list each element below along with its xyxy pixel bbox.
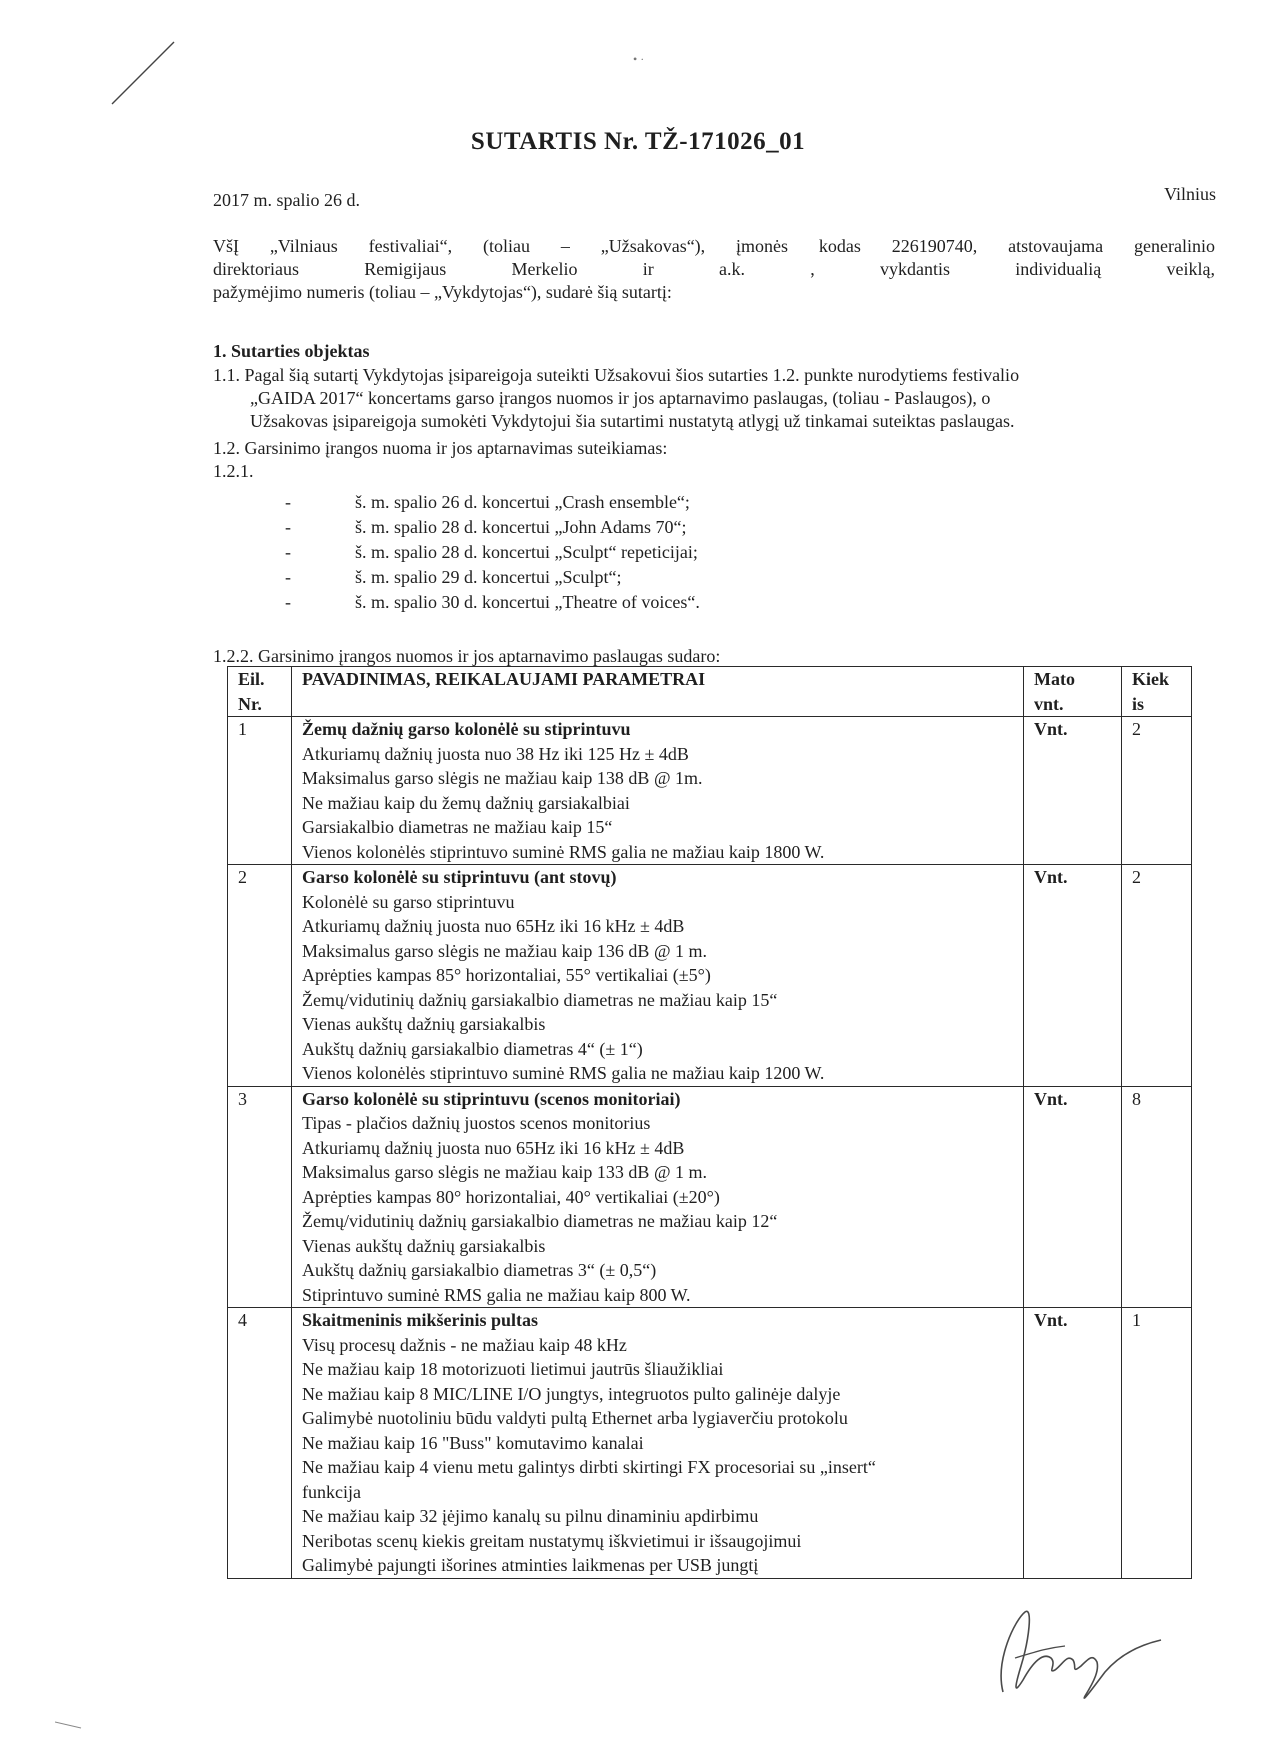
- row-qty: 8: [1122, 1086, 1192, 1308]
- spec-line: Stiprintuvo suminė RMS galia ne mažiau kaip 800 W.: [302, 1284, 691, 1305]
- intro-line: VšĮ „Vilniaus festivaliai“, (toliau – „Užsakovas“), įmonės kodas 226190740, atstovaujama generalinio: [213, 236, 1215, 256]
- section-heading: 1. Sutarties objektas: [213, 341, 370, 361]
- spec-line: Žemų/vidutinių dažnių garsiakalbio diametras ne mažiau kaip 15“: [302, 989, 778, 1010]
- clause-line: Užsakovas įsipareigoja sumokėti Vykdytojui šia sutartimi nustatytą atlygį už tinkamai suteiktas paslaugas.: [250, 411, 1015, 431]
- contract-title: SUTARTIS Nr. TŽ-171026_01: [470, 128, 806, 155]
- concert-text: š. m. spalio 28 d. koncertui „John Adams 70“;: [355, 517, 687, 537]
- spec-line: Ne mažiau kaip 18 motorizuoti lietimui jautrūs šliaužikliai: [302, 1359, 724, 1379]
- spec-line: Atkuriamų dažnių juosta nuo 65Hz iki 16 kHz ± 4dB: [302, 1137, 685, 1158]
- table-header-row: [228, 667, 1192, 717]
- dash-marker: -: [285, 542, 291, 562]
- spec-line: funkcija: [302, 1481, 361, 1502]
- row-unit: Vnt.: [1024, 1086, 1122, 1308]
- spec-line: Aukštų dažnių garsiakalbio diametras 3“ (± 0,5“): [302, 1260, 657, 1280]
- row-nr: 3: [228, 1086, 292, 1308]
- intro-line: pažymėjimo numeris (toliau – „Vykdytojas“), sudarė šią sutartį:: [213, 282, 672, 302]
- concert-text: š. m. spalio 29 d. koncertui „Sculpt“;: [355, 567, 622, 587]
- spec-line: Visų procesų dažnis - ne mažiau kaip 48 kHz: [302, 1334, 627, 1355]
- clause-1-1: [213, 364, 1218, 433]
- clause-1-2-2: 1.2.2. Garsinimo įrangos nuomos ir jos aptarnavimo paslaugas sudaro:: [213, 646, 721, 666]
- header-qty: Kiek is: [1122, 667, 1192, 717]
- pen-stroke-mark: [108, 38, 178, 108]
- contract-city: Vilnius: [1164, 184, 1216, 204]
- concert-text: š. m. spalio 30 d. koncertui „Theatre of voices“.: [355, 592, 700, 612]
- spec-line: Žemų/vidutinių dažnių garsiakalbio diametras ne mažiau kaip 12“: [302, 1211, 778, 1231]
- spec-line: Aukštų dažnių garsiakalbio diametras 4“ (± 1“): [302, 1038, 643, 1059]
- item-title: Skaitmeninis mikšerinis pultas: [302, 1310, 539, 1330]
- table-row: [228, 1308, 1192, 1579]
- spec-line: Kolonėlė su garso stiprintuvu: [302, 891, 515, 912]
- dash-marker: -: [285, 492, 291, 512]
- spec-line: Atkuriamų dažnių juosta nuo 65Hz iki 16 kHz ± 4dB: [302, 916, 685, 936]
- scan-speck: • ·: [633, 52, 645, 66]
- spec-line: Neribotas scenų kiekis greitam nustatymų iškvietimui ir išsaugojimui: [302, 1530, 802, 1551]
- spec-line: Vienos kolonėlės stiprintuvo suminė RMS galia ne mažiau kaip 1200 W.: [302, 1063, 825, 1083]
- item-title: Garso kolonėlė su stiprintuvu (scenos monitoriai): [302, 1088, 681, 1109]
- spec-line: Vienos kolonėlės stiprintuvo suminė RMS galia ne mažiau kaip 1800 W.: [302, 841, 825, 862]
- spec-line: Ne mažiau kaip du žemų dažnių garsiakalbiai: [302, 792, 630, 813]
- intro-line: direktoriaus Remigijaus Merkelio ir a.k. , vykdantis individualią veiklą,: [213, 259, 1215, 279]
- spec-line: Ne mažiau kaip 4 vienu metu galintys dirbti skirtingi FX procesoriai su „insert“: [302, 1457, 876, 1477]
- list-item: [285, 515, 700, 540]
- item-title: Garso kolonėlė su stiprintuvu (ant stovų): [302, 867, 617, 887]
- row-nr: 4: [228, 1308, 292, 1579]
- row-qty: 2: [1122, 865, 1192, 1087]
- table-row: [228, 717, 1192, 865]
- dash-marker: -: [285, 517, 291, 537]
- list-item: [285, 565, 700, 590]
- clause-line: 1.1. Pagal šią sutartį Vykdytojas įsipareigoja suteikti Užsakovui šios sutarties 1.2. punkte nurodytiems festivalio: [213, 365, 1020, 385]
- row-qty: 1: [1122, 1308, 1192, 1579]
- spec-line: Aprėpties kampas 80° horizontaliai, 40° vertikaliai (±20°): [302, 1186, 720, 1207]
- list-item: [285, 490, 700, 515]
- row-unit: Vnt.: [1024, 717, 1122, 865]
- header-nr: Eil. Nr.: [228, 667, 292, 717]
- row-description: [292, 717, 1024, 865]
- row-description: [292, 1086, 1024, 1308]
- row-nr: 1: [228, 717, 292, 865]
- header-name: PAVADINIMAS, REIKALAUJAMI PARAMETRAI: [292, 667, 1024, 717]
- spec-line: Maksimalus garso slėgis ne mažiau kaip 133 dB @ 1 m.: [302, 1162, 708, 1182]
- spec-line: Tipas - plačios dažnių juostos scenos monitorius: [302, 1113, 651, 1133]
- scan-corner-mark: [55, 1720, 83, 1730]
- clause-line: „GAIDA 2017“ koncertams garso įrangos nuomos ir jos aptarnavimo paslaugas, (toliau - Paslaugos), o: [250, 388, 991, 408]
- spec-line: Ne mažiau kaip 32 įėjimo kanalų su pilnu dinaminiu apdirbimu: [302, 1506, 759, 1526]
- spec-line: Vienas aukštų dažnių garsiakalbis: [302, 1014, 546, 1034]
- row-description: [292, 1308, 1024, 1579]
- spec-line: Ne mažiau kaip 8 MIC/LINE I/O jungtys, integruotos pulto galinėje dalyje: [302, 1383, 841, 1404]
- dash-marker: -: [285, 592, 291, 612]
- intro-paragraph: [213, 235, 1215, 304]
- clause-1-2: [213, 437, 667, 483]
- list-item: [285, 540, 700, 565]
- spec-line: Vienas aukštų dažnių garsiakalbis: [302, 1235, 546, 1256]
- spec-line: Galimybė nuotoliniu būdu valdyti pultą Ethernet arba lygiaverčiu protokolu: [302, 1408, 848, 1428]
- row-unit: Vnt.: [1024, 865, 1122, 1087]
- dash-marker: -: [285, 567, 291, 587]
- spec-line: Maksimalus garso slėgis ne mažiau kaip 138 dB @ 1m.: [302, 768, 703, 788]
- concert-text: š. m. spalio 28 d. koncertui „Sculpt“ repeticijai;: [355, 542, 698, 562]
- spec-line: Garsiakalbio diametras ne mažiau kaip 15“: [302, 817, 613, 837]
- row-qty: 2: [1122, 717, 1192, 865]
- table-row: [228, 865, 1192, 1087]
- row-nr: 2: [228, 865, 292, 1087]
- list-item: [285, 590, 700, 615]
- spec-line: Aprėpties kampas 85° horizontaliai, 55° vertikaliai (±5°): [302, 965, 711, 985]
- table-row: [228, 1086, 1192, 1308]
- clause-1-2-text: 1.2. Garsinimo įrangos nuoma ir jos aptarnavimas suteikiamas:: [213, 438, 668, 458]
- equipment-table: [227, 666, 1192, 1579]
- header-unit: Mato vnt.: [1024, 667, 1122, 717]
- clause-1-2-1-label: 1.2.1.: [213, 461, 254, 481]
- spec-line: Ne mažiau kaip 16 "Buss" komutavimo kanalai: [302, 1432, 644, 1453]
- item-title: Žemų dažnių garso kolonėlė su stiprintuvu: [302, 719, 631, 739]
- contract-date: 2017 m. spalio 26 d.: [213, 190, 360, 210]
- row-description: [292, 865, 1024, 1087]
- concert-list: [285, 490, 700, 615]
- row-unit: Vnt.: [1024, 1308, 1122, 1579]
- spec-line: Maksimalus garso slėgis ne mažiau kaip 136 dB @ 1 m.: [302, 940, 708, 961]
- spec-line: Galimybė pajungti išorines atminties laikmenas per USB jungtį: [302, 1555, 759, 1575]
- spec-line: Atkuriamų dažnių juosta nuo 38 Hz iki 125 Hz ± 4dB: [302, 743, 689, 764]
- concert-text: š. m. spalio 26 d. koncertui „Crash ensemble“;: [355, 492, 690, 512]
- signature-image: [985, 1600, 1165, 1710]
